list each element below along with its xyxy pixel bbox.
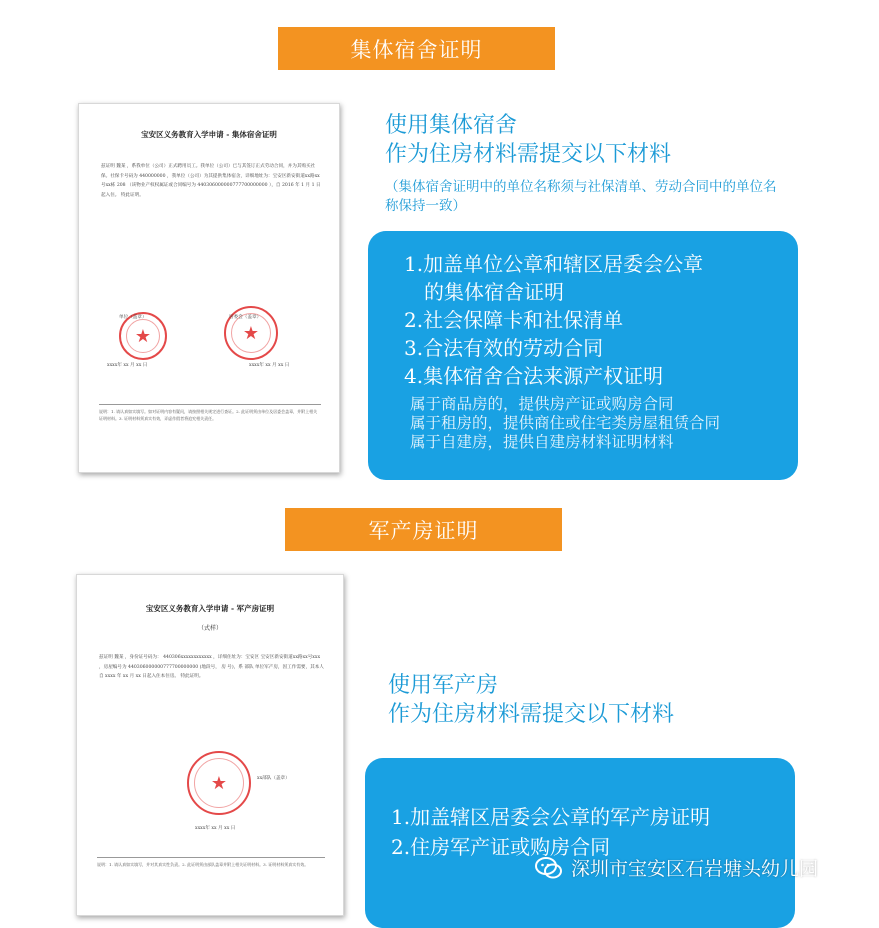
document-body: 兹证明 魏某 ，身份证号码为： 440306xxxxxxxxxxxx ，详细住址为：宝安区 宝安区新安街道xx路xx号xxx ，房屋编号为 440306000000777700000000 (地段号， 房 号)，系 部队 单位军产房，因工作需要，其本人自 xxxx 年 xx 月 xx 日起入住本住房。 特此证明。: [99, 655, 324, 679]
document-date: xxxx年 xx 月 xx 日: [107, 363, 148, 368]
section-banner-dormitory: [278, 27, 555, 70]
signature-right: 居委会（盖章）: [229, 315, 262, 320]
dormitory-heading: [385, 111, 671, 169]
material-subitem: 属于自建房，提供自建房材料证明材料: [410, 433, 674, 451]
heading-line: 使用军产房: [388, 673, 499, 698]
stamp-icon: ★: [224, 306, 278, 360]
wechat-icon: [535, 856, 563, 880]
heading-line: 作为住房材料需提交以下材料: [385, 142, 672, 167]
military-heading: [388, 671, 674, 729]
signature: xx部队（盖章）: [257, 776, 290, 781]
signature-left: 单位（盖章）: [119, 315, 147, 320]
material-item: 3.合法有效的劳动合同: [404, 336, 604, 360]
dormitory-materials-box: [368, 231, 798, 480]
document-title: 宝安区义务教育入学申请 - 军产房证明: [145, 604, 275, 613]
document-subtitle: （式样）: [197, 625, 222, 632]
stamp-icon: ★: [187, 751, 251, 815]
document-note: 说明：1. 请认真如实填写。如对证明内容有疑问，请按照相关规定进行查证。2. 此证明须由单位及居委会盖章，并附上相关证明材料。3. 证明材料须真实有效，弄虚作假者将追究相关责任。: [99, 404, 321, 422]
banner-label: 军产房证明: [368, 518, 479, 543]
dormitory-certificate-sample: [78, 103, 340, 473]
material-item: 4.集体宿舍合法来源产权证明: [404, 364, 664, 388]
document-title: 宝安区义务教育入学申请 - 集体宿舍证明: [141, 130, 277, 139]
document-date: xxxx年 xx 月 xx 日: [249, 363, 290, 368]
document-body: 兹证明 魏某 ，系我单位（公司）正式聘用员工。我单位（公司）已与其签订正式劳动合同，并为其购买社保。社保卡号码为 440000000 ，我单位（公司）为其提供集体宿舍，详细地址为：宝安区新安街道xx路xx号xx栋 208 （该物业产权权属证或合同编号为 440306000000777700000000 ），自 2016 年 1 月 1 日起入住。 特此证明。: [101, 164, 321, 198]
material-subitem: 属于商品房的，提供房产证或购房合同: [410, 395, 674, 413]
stamp-icon: ★: [119, 312, 167, 360]
military-housing-certificate-sample: [76, 574, 344, 916]
banner-label: 集体宿舍证明: [350, 37, 483, 62]
watermark-text: 深圳市宝安区石岩塘头幼儿园: [571, 858, 819, 880]
dormitory-note: （集体宿舍证明中的单位名称须与社保清单、劳动合同中的单位名称保持一致）: [385, 179, 777, 214]
material-item: 2.住房军产证或购房合同: [391, 835, 611, 859]
military-materials-box: [365, 758, 795, 928]
document-date: xxxx年 xx 月 xx 日: [195, 826, 236, 831]
heading-line: 作为住房材料需提交以下材料: [388, 702, 675, 727]
document-note: 说明：1. 请认真如实填写，并对其真实性负责。2. 此证明须由部队盖章并附上相关证明材料。3. 证明材料须真实有效。: [97, 857, 325, 868]
material-item: 2.社会保障卡和社保清单: [404, 308, 624, 332]
material-item: 1.加盖辖区居委会公章的军产房证明: [391, 805, 711, 829]
material-item: 1.加盖单位公章和辖区居委会公章: [404, 252, 704, 276]
heading-line: 使用集体宿舍: [385, 113, 518, 138]
section-banner-military: [285, 508, 562, 551]
account-watermark: [535, 854, 818, 881]
material-subitem: 属于租房的，提供商住或住宅类房屋租赁合同: [410, 414, 721, 432]
material-item: 的集体宿舍证明: [424, 280, 564, 304]
